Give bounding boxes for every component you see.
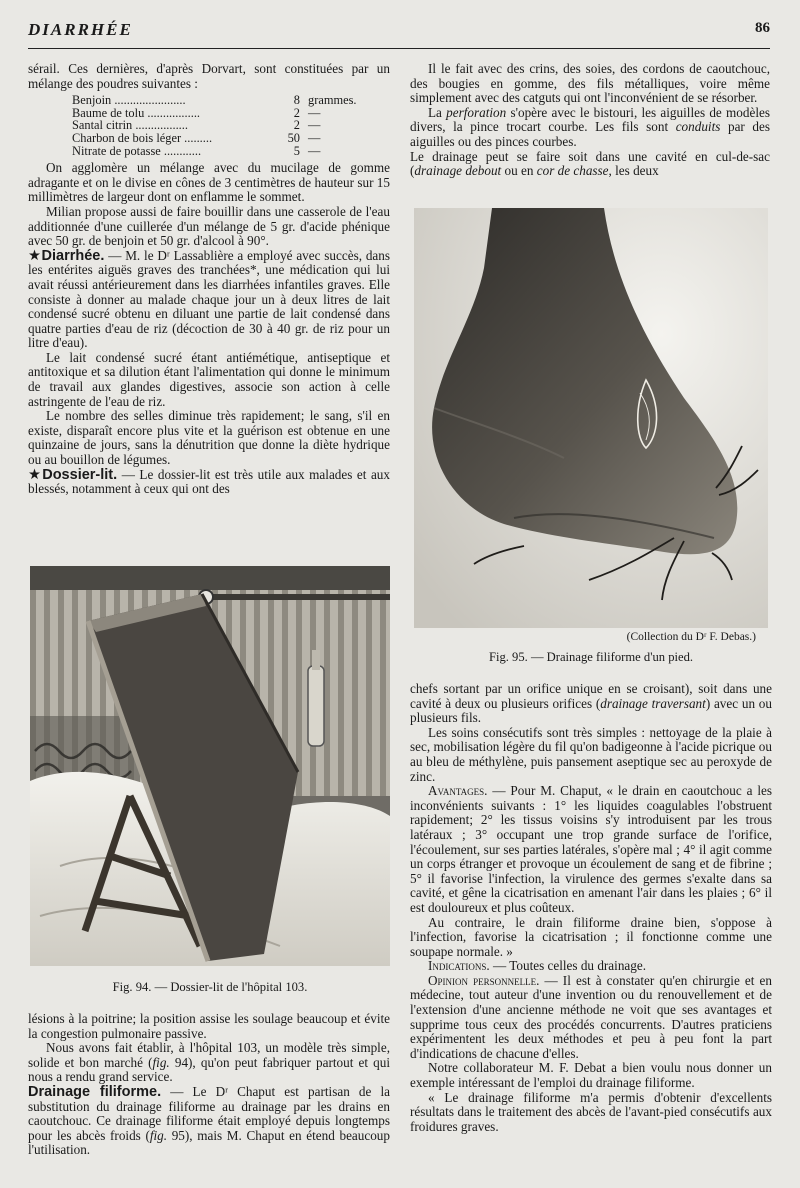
recipe-row — [72, 145, 357, 158]
recipe-item: Nitrate de potasse ............ — [72, 143, 202, 158]
chefs-em: drainage traversant — [600, 695, 706, 711]
left-column-bottom — [28, 1012, 390, 1162]
paragraph-quote: « Le drainage filiforme m'a permis d'obtenir d'excellents résultats dans le traitement des abcès de l'avant-pied consécutifs aux froidures graves. — [410, 1089, 772, 1134]
recipe-unit: grammes. — [308, 93, 357, 108]
figure-95-caption: Fig. 95. — Drainage filiforme d'un pied. — [488, 650, 694, 664]
paragraph-selles: Le nombre des selles diminue très rapidement; le sang, s'il en existe, disparaît encore plus vite et la guérison est obtenue en une quinzaine de jours, sans la dénutrition que donne la diète hydrique ou au bouillon de légumes. — [28, 408, 390, 468]
paragraph-perforation — [410, 106, 770, 150]
recipe-qty: 2 — [293, 105, 300, 120]
figure-95-credit: (Collection du Dʳ F. Debas.) — [626, 631, 756, 643]
paragraph-soins: Les soins consécutifs sont très simples : nettoyage de la plaie à sec, mobilisation légère du fil qu'on badigeonne à l'acide picrique ou au bleu de méthylène, puis pansement aseptique sec au peroxyde de zinc. — [410, 724, 772, 784]
perf-em-2: conduits — [675, 119, 721, 135]
perf-text-2: s'opère avec le bistouri, les aiguilles de modèles divers, la pince trocart courbe. Les fils sont — [410, 104, 770, 135]
chefs-text-1: chefs sortant par un orifice unique en se croisant), soit dans une cavité à deux ou plusieurs orifices ( — [410, 681, 772, 711]
paragraph-crins: Il le fait avec des crins, des soies, des cordons de caoutchouc, des bougies en gomme, des fils métalliques, voire même simplement avec des catguts qui ont l'inconvénient de se résorber. — [410, 61, 770, 106]
perf-text-1: La — [428, 104, 447, 120]
paragraph-drainage-cavite — [410, 150, 770, 179]
drain-em-1: drainage debout — [414, 163, 502, 179]
page-number: 86 — [755, 20, 770, 36]
section-heading-diarrhee: ★Diarrhée. — [28, 247, 105, 264]
recipe-item: Baume de tolu ................. — [72, 105, 201, 120]
drainage-fig-ref: fig. — [149, 1127, 168, 1143]
paragraph-nous-avons — [28, 1041, 390, 1085]
dossier-text: — Le dossier-lit est très utile aux malades et aux blessés, notamment à ceux qui ont des — [28, 466, 390, 497]
section-heading-drainage-filiforme: Drainage filiforme. — [28, 1083, 162, 1100]
recipe-item: Charbon de bois léger ......... — [72, 130, 213, 145]
figure-95-photo — [414, 208, 768, 628]
recipe-unit: — — [308, 143, 321, 158]
running-title: DIARRHÉE — [28, 20, 133, 39]
paragraph-diarrhee — [28, 249, 390, 351]
chefs-text-2: ) avec un ou plusieurs fils. — [410, 695, 772, 726]
recipe-unit: — — [308, 105, 321, 120]
recipe-row — [72, 94, 357, 107]
dossier-lit-illustration — [30, 566, 390, 966]
paragraph-lesions: lésions à la poitrine; la position assise les soulage beaucoup et évite la congestion pulmonaire passive. — [28, 1011, 390, 1041]
paragraph-intro: sérail. Ces dernières, d'après Dorvart, sont constituées par un mélange des poudres suivantes : — [28, 61, 390, 91]
recipe-item: Santal citrin ................. — [72, 118, 188, 133]
paragraph-contraire: Au contraire, le drain filiforme draine bien, s'oppose à l'infection, favorise la cicatrisation ; il fonctionne comme une soupape normale. » — [410, 914, 772, 959]
drainage-text-1: — Le Dʳ Chaput est partisan de la substitution du drainage filiforme au drainage par les drains en caoutchouc. Ce drainage filiforme était employé depuis longtemps pour les abcès froids ( — [28, 1083, 390, 1143]
section-heading-dossier-lit: ★Dossier-lit. — [28, 466, 118, 483]
drain-em-2: cor de chasse — [536, 163, 609, 179]
indications-text: — Toutes celles du drainage. — [489, 958, 647, 974]
right-column-bottom — [410, 682, 772, 1162]
recipe-qty: 5 — [293, 143, 300, 158]
perf-text-3: par des aiguilles ou des pinces courbes. — [410, 119, 770, 149]
paragraph-drainage — [28, 1085, 390, 1158]
foot-drainage-illustration — [414, 208, 768, 628]
right-column-top — [410, 62, 770, 202]
recipe-unit: — — [308, 118, 321, 133]
paragraph-agglomere: On agglomère un mélange avec du mucilage de gomme adragante et on le divise en cônes de 3 centimètres de hauteur sur 15 millimètres de largeur dont on enflamme le sommet. — [28, 160, 390, 205]
recipe-unit: — — [308, 130, 321, 145]
drain-text-1: Le drainage peut se faire soit dans une cavité en cul-de-sac ( — [410, 148, 770, 179]
paragraph-collaborateur: Notre collaborateur M. F. Debat a bien voulu nous donner un exemple intéressant de l'emploi du drainage filiforme. — [410, 1060, 772, 1091]
label-indications: Indications. — [428, 958, 490, 974]
paragraph-chefs — [410, 682, 772, 726]
paragraph-opinion — [410, 974, 772, 1062]
nous-text-1: Nous avons fait établir, à l'hôpital 103, un modèle très simple, solide et bon marché ( — [28, 1040, 390, 1070]
recipe-qty: 2 — [293, 118, 300, 133]
nous-text-2: 94), qu'on peut fabriquer partout et qui nous a rendu grand service. — [28, 1054, 390, 1085]
recipe-row — [72, 132, 357, 145]
label-avantages: Avantages. — [428, 783, 488, 799]
recipe-table — [72, 94, 357, 157]
perf-em-1: perforation — [446, 104, 507, 120]
paragraph-lait: Le lait condensé sucré étant antiémétique, antiseptique et antitoxique et sa dilution étant l'alimentation qui donne le minimum de travail aux glandes digestives, associe son action à celle astringente de l'eau de riz. — [28, 349, 390, 409]
diarrhee-text: — M. le Dʳ Lassablière a employé avec succès, dans les entérites aiguës graves des tranchées*, une médication qui lui avait réussi antérieurement dans les diarrhées infantiles graves. Elle consiste à donner au malade chaque jour un à deux litres de lait condensé sucré obtenu en diluant une partie de lait condensé dans quatre parties d'eau de riz (décoction de 30 à 40 gr. de riz pour un litre d'eau). — [28, 247, 390, 351]
recipe-qty: 8 — [293, 93, 300, 108]
drain-text-3: , les deux — [608, 163, 659, 179]
paragraph-avantages — [410, 784, 772, 915]
paragraph-indications — [410, 959, 772, 974]
avantages-text: — Pour M. Chaput, « le drain en caoutchouc a les inconvénients suivants : 1° les liquides coagulables l'obstruent rapidement; 2° les tissus voisins s'y introduisent par les trous latéraux ; 3° occupant une trop grande surface de l'orifice, l'écoulement, sur ses parties latérales, s'opère mal ; 4° il agit comme un corps étranger et provoque un écoulement de sang et de fibrine ; 5° il favorise l'infection, la virulence des germes s'exalte dans sa cavité, et gêne la cicatrisation en amenant l'air dans les plaies ; 6° il est douloureux et plus coûteux. — [410, 783, 772, 915]
drainage-text-2: 95), mais M. Chaput en étend beaucoup l'utilisation. — [28, 1127, 390, 1158]
recipe-qty: 50 — [287, 130, 300, 145]
page-header — [28, 18, 770, 49]
nous-fig-ref: fig. — [152, 1054, 170, 1070]
left-column-top — [28, 62, 390, 560]
recipe-item: Benjoin ....................... — [72, 93, 186, 108]
label-opinion: Opinion personnelle. — [428, 972, 540, 988]
figure-94-photo — [30, 566, 390, 966]
drain-text-2: ou en — [501, 163, 537, 179]
paragraph-milian: Milian propose aussi de faire bouillir dans une casserole de l'eau additionnée d'une cuillerée d'un mélange de 5 gr. d'acide phénique avec 50 gr. de benjoin et 50 gr. d'alcool à 90°. — [28, 203, 390, 249]
figure-94-caption: Fig. 94. — Dossier-lit de l'hôpital 103. — [112, 980, 308, 994]
opinion-text: — Il est à constater qu'en chirurgie et en médecine, tout auteur d'une invention ou du renouvellement et de l'extension d'une ancienne méthode ne voit que ses avantages et supprime tous ceux des procédés concurrents. D'autres praticiens expérimentent les deux méthodes et peu à peu font la part d'indications de chacune d'elles. — [410, 972, 772, 1061]
paragraph-dossier — [28, 468, 390, 497]
